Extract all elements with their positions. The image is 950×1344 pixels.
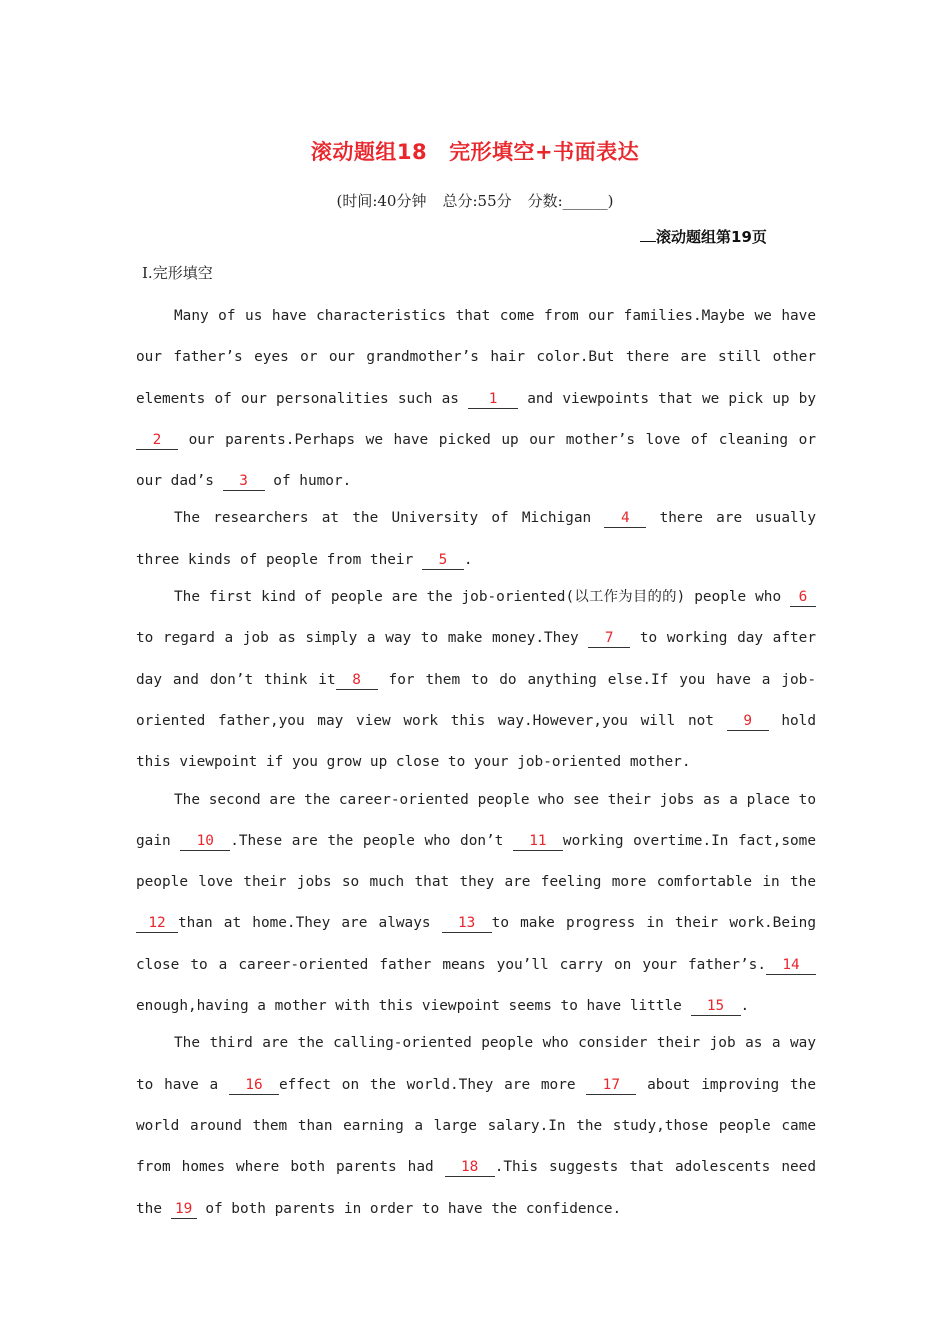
text-run: . <box>740 998 750 1015</box>
blank-5[interactable]: 5 <box>422 552 464 570</box>
blank-17[interactable]: 17 <box>586 1077 636 1095</box>
exam-meta <box>0 190 950 211</box>
total-label: 总分:55分 <box>442 192 512 210</box>
blank-7[interactable]: 7 <box>588 630 630 648</box>
paragraph-5 <box>136 1023 816 1229</box>
blank-4[interactable]: 4 <box>604 510 646 528</box>
blank-18[interactable]: 18 <box>445 1159 495 1177</box>
text-run: .This suggests that adolescents need the <box>136 1159 816 1217</box>
blank-15[interactable]: 15 <box>691 998 741 1016</box>
text-run: to working day after day and don’t think it <box>136 630 816 688</box>
blank-2[interactable]: 2 <box>136 432 178 450</box>
title-right: 完形填空+书面表达 <box>449 140 640 164</box>
text-run: .These are the people who don’t <box>230 832 513 849</box>
text-run: enough,having a mother with this viewpoint seems to have little <box>136 998 691 1015</box>
text-run: to regard a job as simply a way to make money.They <box>136 630 589 647</box>
blank-1[interactable]: 1 <box>468 391 518 409</box>
text-run: our parents.Perhaps we have picked up our mother’s love of cleaning or our dad’s <box>136 431 816 490</box>
title-left: 滚动题组18 <box>310 140 428 164</box>
blank-13[interactable]: 13 <box>442 915 492 933</box>
text-run: The researchers at the University of Michigan <box>174 510 605 527</box>
blank-19[interactable]: 19 <box>171 1201 197 1219</box>
paragraph-1 <box>136 296 816 502</box>
blank-8[interactable]: 8 <box>336 672 378 690</box>
paragraph-4 <box>136 780 816 1028</box>
score-label: 分数:______) <box>527 192 614 210</box>
cloze-passage <box>136 296 816 1230</box>
text-run: working overtime.In fact,some people love their jobs so much that they are feeling more comfortable in the <box>136 832 816 891</box>
text-run: Many of us have characteristics that come from our families.Maybe we have our father’s eyes or our grandmother’s hair color.But there are still other elements of our personalities such as <box>136 308 816 407</box>
page-reference <box>640 226 767 247</box>
blank-16[interactable]: 16 <box>229 1077 279 1095</box>
blank-9[interactable]: 9 <box>727 713 769 731</box>
text-run: to make progress in their work.Being close to a career-oriented father means you’ll carry on your father’s. <box>136 915 816 973</box>
text-run: of both parents in order to have the confidence. <box>196 1200 622 1217</box>
text-run: hold this viewpoint if you grow up close to your job-oriented mother. <box>136 712 816 771</box>
blank-10[interactable]: 10 <box>180 833 230 851</box>
text-run: than at home.They are always <box>178 915 442 932</box>
text-run: of humor. <box>264 473 352 490</box>
blank-6[interactable]: 6 <box>790 589 816 607</box>
paragraph-3 <box>136 577 816 783</box>
text-run: effect on the world.They are more <box>279 1076 587 1093</box>
text-run: . <box>463 551 473 568</box>
text-run: for them to do anything else.If you have a job-oriented father,you may view work this way.However,you will not <box>136 671 817 729</box>
text-run: about improving the world around them than earning a large salary.In the study,those people came from homes where both parents had <box>136 1076 816 1176</box>
section-label: Ⅰ.完形填空 <box>142 264 213 282</box>
page-title <box>0 136 950 166</box>
page-reference-text: 滚动题组第19页 <box>656 228 767 246</box>
blank-12[interactable]: 12 <box>136 915 178 933</box>
text-run: The third are the calling-oriented people who consider their job as a way to have a <box>136 1035 816 1093</box>
text-run: The first kind of people are the job-oriented(以工作为目的的) people who <box>174 589 790 606</box>
text-run: The second are the career-oriented people who see their jobs as a place to gain <box>136 791 816 849</box>
paragraph-2 <box>136 498 816 581</box>
blank-14[interactable]: 14 <box>766 957 816 975</box>
blank-11[interactable]: 11 <box>513 833 563 851</box>
text-run: and viewpoints that we pick up by <box>518 390 816 407</box>
blank-3[interactable]: 3 <box>223 473 265 491</box>
text-run: there are usually three kinds of people from their <box>136 510 816 568</box>
time-label: (时间:40分钟 <box>336 192 427 210</box>
